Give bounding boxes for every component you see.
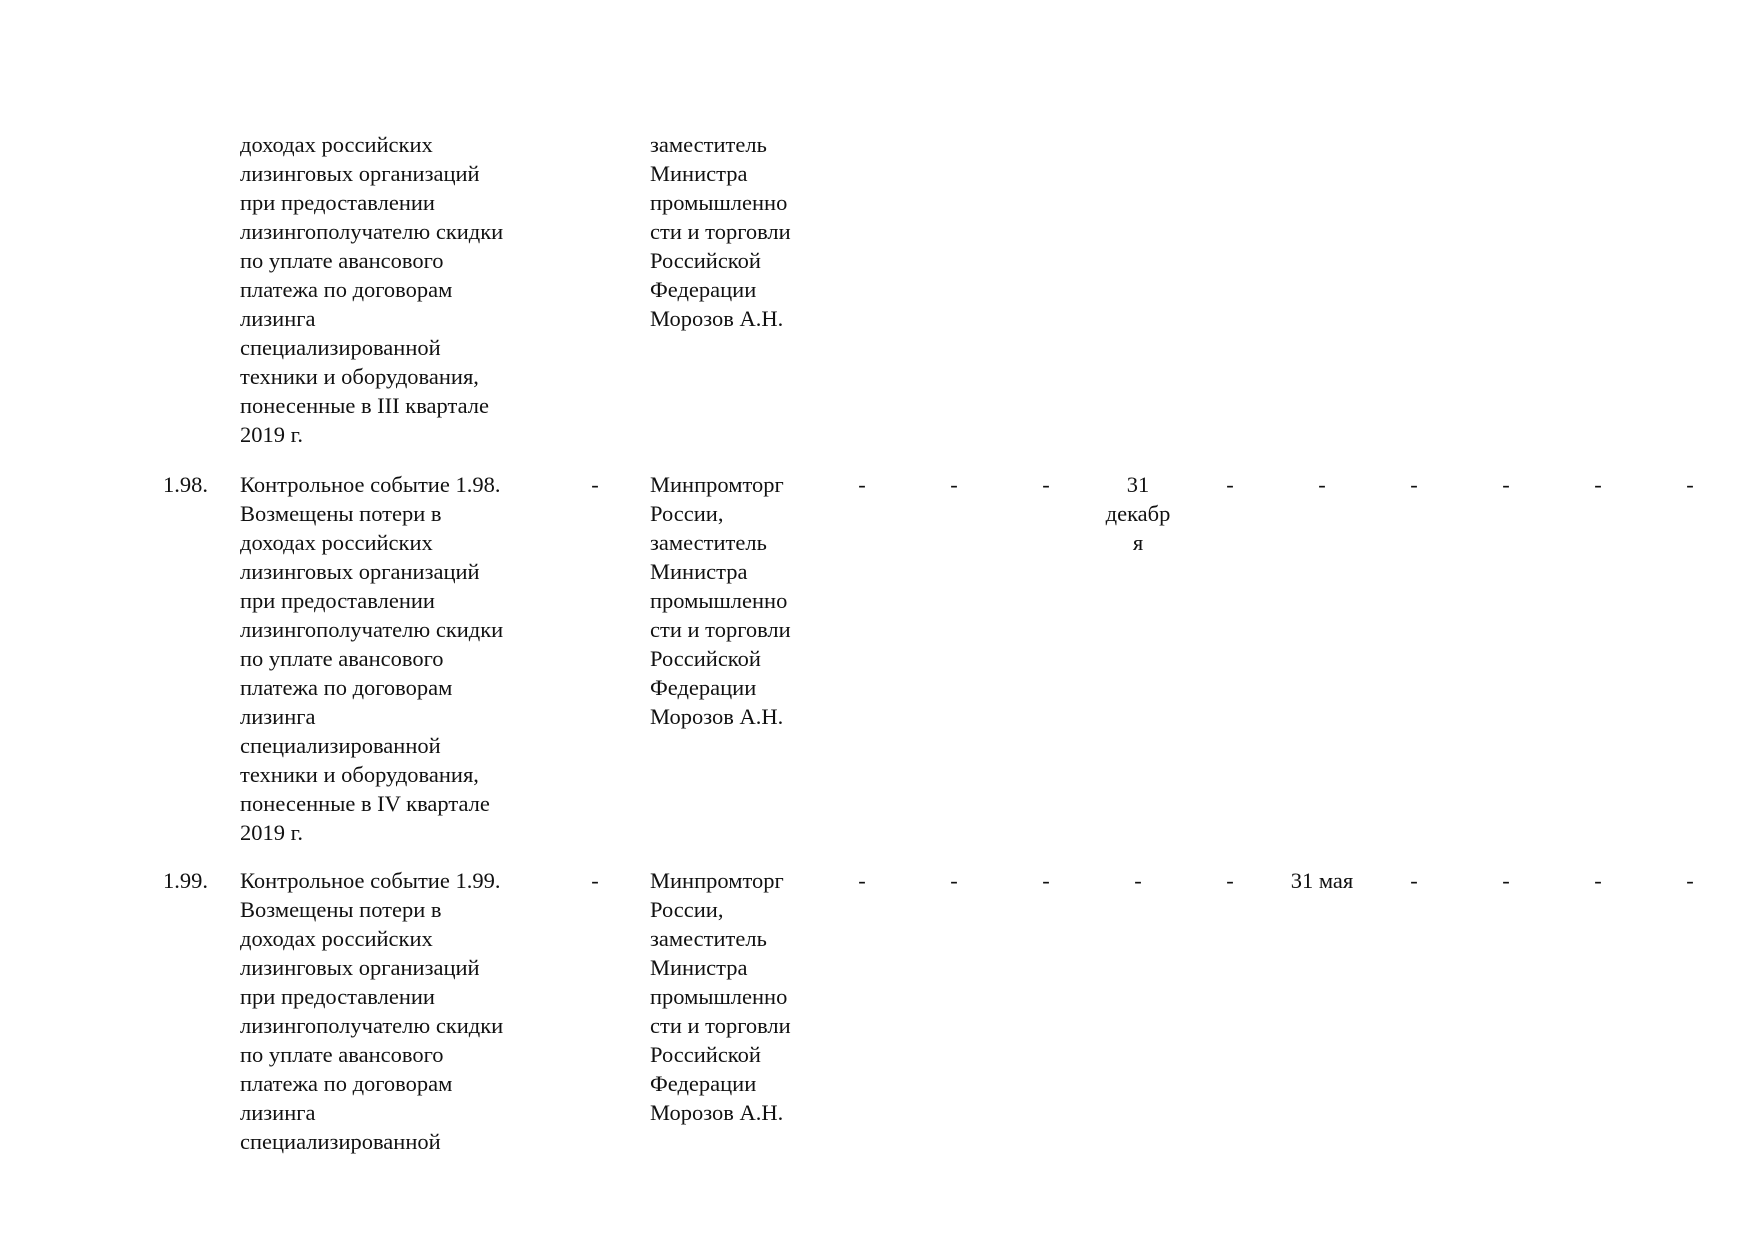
col-6-value: - bbox=[950, 472, 958, 497]
row-responsible: Минпромторг России, заместитель Министра промышленно сти и торговли Российской Федерации Морозов А.Н. bbox=[650, 472, 791, 729]
row-description: Контрольное событие 1.98. Возмещены потери в доходах российских лизинговых организаций при предоставлении лизингополучателю скидки по уплате авансового платежа по договорам лизинга специализированной техники и оборудования, понесенные в IV квартале 2019 г. bbox=[240, 472, 504, 845]
row-description: доходах российских лизинговых организаций при предоставлении лизингополучателю скидки по уплате авансового платежа по договорам лизинга специализированной техники и оборудования, понесенные в III квартале 2019 г. bbox=[240, 132, 504, 447]
col-11-value: - bbox=[1410, 472, 1418, 497]
col-12-value: - bbox=[1502, 472, 1510, 497]
col-8-value: 31 декабр я bbox=[1105, 472, 1171, 555]
col-7-value: - bbox=[1042, 868, 1050, 893]
col-3-value: - bbox=[591, 472, 599, 497]
col-3-value: - bbox=[591, 868, 599, 893]
col-11-value: - bbox=[1410, 868, 1418, 893]
col-14-value: - bbox=[1686, 868, 1694, 893]
col-5-value: - bbox=[858, 868, 866, 893]
col-6-value: - bbox=[950, 868, 958, 893]
row-number: 1.98. bbox=[163, 472, 208, 497]
col-10-value: - bbox=[1318, 472, 1326, 497]
row-number: 1.99. bbox=[163, 868, 208, 893]
col-8-value: - bbox=[1134, 868, 1142, 893]
col-7-value: - bbox=[1042, 472, 1050, 497]
col-9-value: - bbox=[1226, 868, 1234, 893]
col-9-value: - bbox=[1226, 472, 1234, 497]
col-10-value: 31 мая bbox=[1290, 868, 1354, 893]
row-responsible: Минпромторг России, заместитель Министра промышленно сти и торговли Российской Федерации Морозов А.Н. bbox=[650, 868, 791, 1125]
col-5-value: - bbox=[858, 472, 866, 497]
row-description: Контрольное событие 1.99. Возмещены потери в доходах российских лизинговых организаций при предоставлении лизингополучателю скидки по уплате авансового платежа по договорам лизинга специализированной bbox=[240, 868, 504, 1154]
col-12-value: - bbox=[1502, 868, 1510, 893]
col-14-value: - bbox=[1686, 472, 1694, 497]
row-responsible: заместитель Министра промышленно сти и торговли Российской Федерации Морозов А.Н. bbox=[650, 132, 791, 331]
col-13-value: - bbox=[1594, 868, 1602, 893]
col-13-value: - bbox=[1594, 472, 1602, 497]
